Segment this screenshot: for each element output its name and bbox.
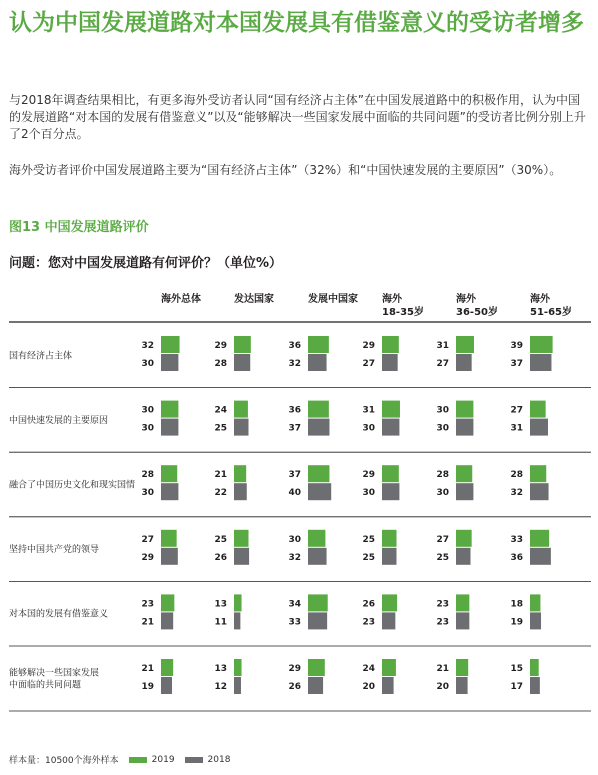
value-label-2018: 21 — [141, 617, 154, 628]
legend-label-2018: 2018 — [207, 754, 231, 765]
bar-2018 — [234, 612, 240, 629]
value-label-2018: 25 — [436, 552, 449, 563]
bar-2019 — [382, 530, 397, 547]
value-label-2018: 11 — [214, 617, 227, 628]
value-label-2019: 34 — [288, 599, 301, 610]
value-label-2018: 29 — [141, 552, 154, 563]
value-label-2018: 36 — [510, 552, 523, 563]
column-header-label: 36-50岁 — [456, 307, 498, 318]
value-label-2019: 30 — [141, 405, 154, 416]
sample-size-note: 样本量：10500个海外样本 — [9, 756, 119, 766]
column-header-label: 发展中国家 — [308, 294, 358, 305]
bar-2019 — [234, 401, 248, 418]
bar-2019 — [161, 594, 174, 611]
bar-2019 — [161, 530, 177, 547]
bar-2018 — [530, 419, 548, 436]
row-label: 对本国的发展有借鉴意义 — [9, 609, 109, 620]
value-label-2019: 27 — [510, 405, 523, 416]
bar-2018 — [530, 354, 551, 371]
bar-2018 — [161, 354, 178, 371]
row-label: 融合了中国历史文化和现实国情 — [9, 480, 136, 491]
value-label-2019: 13 — [214, 664, 227, 674]
value-label-2019: 30 — [288, 534, 301, 545]
row-label: 国有经济占主体 — [9, 351, 73, 362]
value-label-2018: 30 — [141, 488, 154, 499]
bar-2018 — [530, 612, 541, 629]
value-label-2019: 28 — [436, 470, 449, 481]
legend-swatch-2018 — [185, 757, 203, 763]
bar-2018 — [382, 354, 398, 371]
bar-2019 — [382, 336, 399, 353]
bar-2019 — [382, 401, 400, 418]
column-header-label: 18-35岁 — [382, 307, 424, 318]
value-label-2018: 33 — [288, 617, 301, 628]
bar-2019 — [234, 465, 246, 482]
value-label-2018: 30 — [436, 488, 449, 499]
bar-2018 — [530, 483, 549, 500]
bar-2018 — [234, 354, 250, 371]
bar-2018 — [161, 483, 178, 500]
summary-paragraph: 海外受访者评价中国发展道路主要为“国有经济占主体”（32%）和“中国快速发展的主要原因”（30%）。 — [9, 163, 562, 177]
column-header-label: 海外 — [382, 294, 402, 305]
column-header-label: 海外 — [530, 294, 550, 305]
bar-2019 — [308, 401, 329, 418]
value-label-2019: 24 — [214, 405, 227, 416]
value-label-2018: 30 — [362, 423, 375, 434]
value-label-2019: 18 — [510, 599, 523, 610]
value-label-2018: 37 — [288, 423, 301, 434]
bar-2019 — [530, 401, 546, 418]
value-label-2019: 25 — [362, 534, 375, 545]
value-label-2019: 33 — [510, 534, 523, 545]
column-header-label: 发达国家 — [234, 294, 274, 305]
bar-2018 — [308, 548, 327, 565]
bar-2018 — [382, 677, 394, 694]
value-label-2018: 32 — [288, 552, 301, 563]
value-label-2019: 15 — [510, 664, 523, 674]
value-label-2019: 26 — [362, 599, 375, 610]
value-label-2018: 30 — [436, 423, 449, 434]
bar-2019 — [234, 659, 242, 676]
bar-2019 — [308, 465, 329, 482]
value-label-2018: 23 — [436, 617, 449, 628]
value-label-2018: 17 — [510, 682, 523, 692]
value-label-2018: 37 — [510, 359, 523, 369]
bar-2018 — [308, 354, 327, 371]
bar-2018 — [234, 548, 249, 565]
value-label-2019: 28 — [141, 470, 154, 481]
bar-2019 — [382, 594, 397, 611]
value-label-2018: 20 — [436, 682, 449, 692]
value-label-2018: 27 — [362, 359, 375, 369]
column-header-label: 海外 — [456, 294, 476, 305]
bar-2018 — [456, 483, 473, 500]
value-label-2018: 23 — [362, 617, 375, 628]
page-title: 认为中国发展道路对本国发展具有借鉴意义的受访者增多 — [9, 10, 584, 36]
value-label-2019: 23 — [141, 599, 154, 610]
value-label-2019: 21 — [436, 664, 449, 674]
value-label-2019: 24 — [362, 664, 375, 674]
value-label-2018: 40 — [288, 488, 301, 499]
value-label-2018: 25 — [214, 423, 227, 434]
value-label-2018: 31 — [510, 423, 523, 434]
bar-2018 — [161, 612, 173, 629]
intro-paragraph: 与2018年调查结果相比，有更多海外受访者认同“国有经济占主体”在中国发展道路中的积极作用，认为中国的发展道路“对本国的发展有借鉴意义”以及“能够解决一些国家发展中面临的共同问题”的受访者比例分别上升了2个百分点。 — [9, 93, 586, 141]
bar-2018 — [161, 419, 178, 436]
column-header-label: 51-65岁 — [530, 307, 572, 318]
bar-2018 — [308, 612, 327, 629]
value-label-2019: 23 — [436, 599, 449, 610]
bar-2019 — [456, 659, 468, 676]
bar-2019 — [382, 659, 396, 676]
value-label-2018: 30 — [141, 359, 154, 369]
bar-2018 — [456, 677, 468, 694]
chart-legend — [9, 753, 230, 766]
bar-2018 — [161, 677, 172, 694]
value-label-2019: 13 — [214, 599, 227, 610]
value-label-2019: 27 — [141, 534, 154, 545]
bar-2018 — [456, 354, 472, 371]
bar-2018 — [530, 677, 540, 694]
value-label-2019: 21 — [214, 470, 227, 481]
bar-2019 — [234, 594, 242, 611]
value-label-2018: 26 — [214, 552, 227, 563]
bar-2018 — [456, 548, 471, 565]
value-label-2018: 27 — [436, 359, 449, 369]
row-label: 中面临的共同问题 — [9, 680, 82, 691]
bar-2018 — [456, 612, 469, 629]
bar-2018 — [382, 548, 397, 565]
legend-label-2019: 2019 — [151, 754, 175, 765]
value-label-2018: 32 — [510, 488, 523, 499]
bar-2019 — [456, 401, 473, 418]
value-label-2019: 21 — [141, 664, 154, 674]
value-label-2018: 28 — [214, 359, 227, 369]
value-label-2018: 30 — [362, 488, 375, 499]
bar-2018 — [530, 548, 551, 565]
value-label-2019: 27 — [436, 534, 449, 545]
bar-2019 — [456, 530, 472, 547]
value-label-2019: 37 — [288, 470, 301, 481]
bar-2018 — [308, 483, 331, 500]
value-label-2019: 39 — [510, 341, 523, 351]
value-label-2018: 19 — [141, 682, 154, 692]
value-label-2018: 20 — [362, 682, 375, 692]
value-label-2019: 25 — [214, 534, 227, 545]
bar-2018 — [234, 419, 249, 436]
bar-2018 — [234, 677, 241, 694]
value-label-2019: 29 — [288, 664, 301, 674]
value-label-2018: 32 — [288, 359, 301, 369]
bar-2018 — [456, 419, 473, 436]
bar-2019 — [161, 659, 173, 676]
bar-2019 — [308, 530, 325, 547]
value-label-2019: 31 — [362, 405, 375, 416]
bar-2018 — [161, 548, 178, 565]
bar-2019 — [234, 530, 249, 547]
bar-2019 — [530, 336, 553, 353]
bar-2019 — [161, 336, 180, 353]
bar-2019 — [456, 465, 472, 482]
column-header-label: 海外总体 — [161, 294, 201, 305]
value-label-2019: 30 — [436, 405, 449, 416]
bar-2018 — [382, 419, 399, 436]
bar-2019 — [530, 594, 540, 611]
bar-2019 — [308, 659, 325, 676]
bar-2018 — [382, 483, 399, 500]
value-label-2019: 36 — [288, 405, 301, 416]
value-label-2018: 19 — [510, 617, 523, 628]
bar-2018 — [234, 483, 247, 500]
value-label-2019: 32 — [141, 341, 154, 351]
bar-2019 — [456, 594, 469, 611]
bar-2019 — [234, 336, 251, 353]
bar-2019 — [161, 465, 177, 482]
row-label: 能够解决一些国家发展 — [9, 668, 100, 679]
value-label-2019: 36 — [288, 341, 301, 351]
bar-2019 — [382, 465, 399, 482]
legend-swatch-2019 — [129, 757, 147, 763]
bar-2019 — [530, 465, 546, 482]
bar-2019 — [530, 530, 549, 547]
value-label-2018: 22 — [214, 488, 227, 499]
bar-2019 — [161, 401, 178, 418]
value-label-2018: 30 — [141, 423, 154, 434]
value-label-2019: 29 — [214, 341, 227, 351]
bar-2019 — [308, 594, 328, 611]
value-label-2019: 29 — [362, 341, 375, 351]
row-label: 坚持中国共产党的领导 — [9, 545, 100, 556]
value-label-2019: 29 — [362, 470, 375, 481]
value-label-2018: 12 — [214, 682, 227, 692]
bar-2018 — [308, 419, 329, 436]
row-label: 中国快速发展的主要原因 — [9, 415, 109, 426]
figure-title: 图13 中国发展道路评价 — [9, 220, 149, 235]
bar-2018 — [382, 612, 395, 629]
value-label-2018: 26 — [288, 682, 301, 692]
value-label-2019: 31 — [436, 341, 449, 351]
bar-2019 — [308, 336, 329, 353]
value-label-2019: 28 — [510, 470, 523, 481]
question-text: 问题：您对中国发展道路有何评价？（单位%） — [9, 256, 283, 271]
bar-2018 — [308, 677, 323, 694]
bar-2019 — [530, 659, 539, 676]
value-label-2018: 25 — [362, 552, 375, 563]
bar-2019 — [456, 336, 474, 353]
